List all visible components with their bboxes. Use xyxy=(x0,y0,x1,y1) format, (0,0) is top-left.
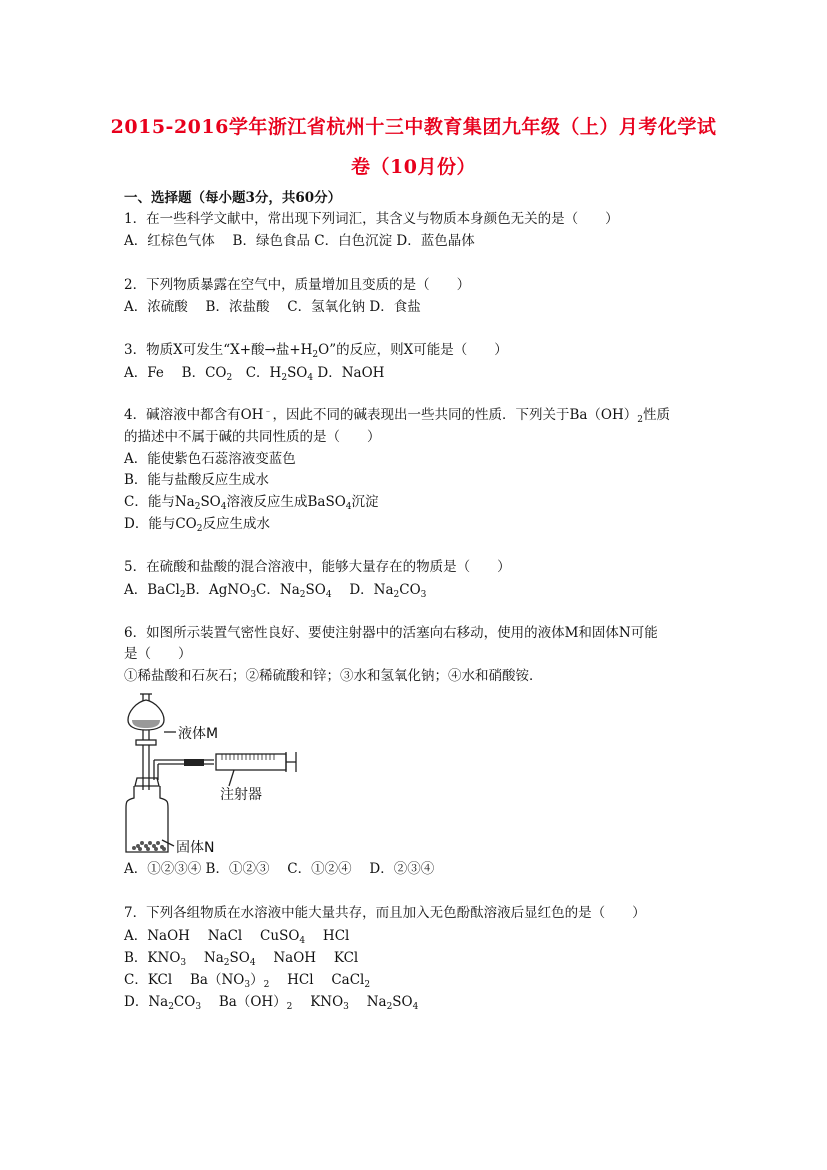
q4-option-d: D．能与$CO_2$反应生成水 xyxy=(124,516,270,534)
label-solid-n: 固体N xyxy=(176,840,215,856)
q1-options: A．红棕色气体 B．绿色食品 C．白色沉淀 D．蓝色晶体 xyxy=(124,233,475,249)
q7-option-b: B．$KNO_3$ $Na_2SO_4$ NaOH KCl xyxy=(124,950,359,968)
q4-option-c: C．能与$Na_2SO_4$溶液反应生成BaSO$_4$沉淀 xyxy=(124,494,379,512)
section-heading: 一、选择题（每小题3分，共60分） xyxy=(124,190,342,206)
q2-stem: 2．下列物质暴露在空气中，质量增加且变质的是（ ） xyxy=(124,277,471,293)
q6-items: ①稀盐酸和石灰石；②稀硫酸和锌；③水和氢氧化钠；④水和硝酸铵． xyxy=(124,668,543,684)
q4-option-a: A．能使紫色石蕊溶液变蓝色 xyxy=(124,451,296,467)
syringe-barrel xyxy=(216,754,286,770)
q6-options: A．①②③④ B．①②③ C．①②④ D．②③④ xyxy=(124,861,435,877)
label-syringe: 注射器 xyxy=(220,787,262,803)
exam-title-line2: 卷（10月份） xyxy=(351,156,476,178)
q7-option-a: A．NaOH NaCl CuSO$_4$ HCl xyxy=(124,928,350,946)
bottle-outline xyxy=(126,786,168,852)
q5-options: A．BaCl$_2$B．AgNO$_3$C．$Na_2SO_4$ D．$Na_2CO_3$ xyxy=(124,582,427,600)
q3-stem: 3．物质X可发生“X+酸→盐$+H_2O$”的反应，则X可能是（ ） xyxy=(124,342,508,360)
q7-option-d: D．$Na_2CO_3$ $Ba(OH)_2$ $KNO_3$ $Na_2SO_4$ xyxy=(124,994,419,1012)
funnel-liquid xyxy=(132,720,160,728)
q4-stem-line1: 4．碱溶液中都含有OH﹣，因此不同的碱表现出一些共同的性质．下列关于$Ba(OH)_2$性质 xyxy=(124,407,670,425)
label-liquid-m: 液体M xyxy=(178,726,219,742)
apparatus-figure xyxy=(124,690,299,855)
q6-stem-line1: 6．如图所示装置气密性良好、要使注射器中的活塞向右移动，使用的液体M和固体N可能 xyxy=(124,625,658,641)
q1-stem: 1．在一些科学文献中，常出现下列词汇，其含义与物质本身颜色无关的是（ ） xyxy=(124,211,619,227)
exam-title-line1: 2015-2016学年浙江省杭州十三中教育集团九年级（上）月考化学试 xyxy=(110,116,717,138)
q4-stem-line2: 的描述中不属于碱的共同性质的是（ ） xyxy=(124,429,381,445)
q7-option-c: C．KCl $Ba(NO_3)_2$ HCl CaCl$_2$ xyxy=(124,972,371,990)
q3-options: A．Fe B．$CO_2$ C．$H_2SO_4$ D．NaOH xyxy=(124,365,385,383)
q6-stem-line2: 是（ ） xyxy=(124,646,192,662)
solid-particles xyxy=(132,841,166,851)
apparatus-diagram xyxy=(124,690,299,855)
rubber-tube xyxy=(184,759,204,766)
q7-stem: 7．下列各组物质在水溶液中能大量共存，而且加入无色酚酞溶液后显红色的是（ ） xyxy=(124,905,646,921)
q2-options: A．浓硫酸 B．浓盐酸 C．氢氧化钠 D．食盐 xyxy=(124,299,421,315)
q4-option-b: B．能与盐酸反应生成水 xyxy=(124,472,269,488)
q5-stem: 5．在硫酸和盐酸的混合溶液中，能够大量存在的物质是（ ） xyxy=(124,559,511,575)
